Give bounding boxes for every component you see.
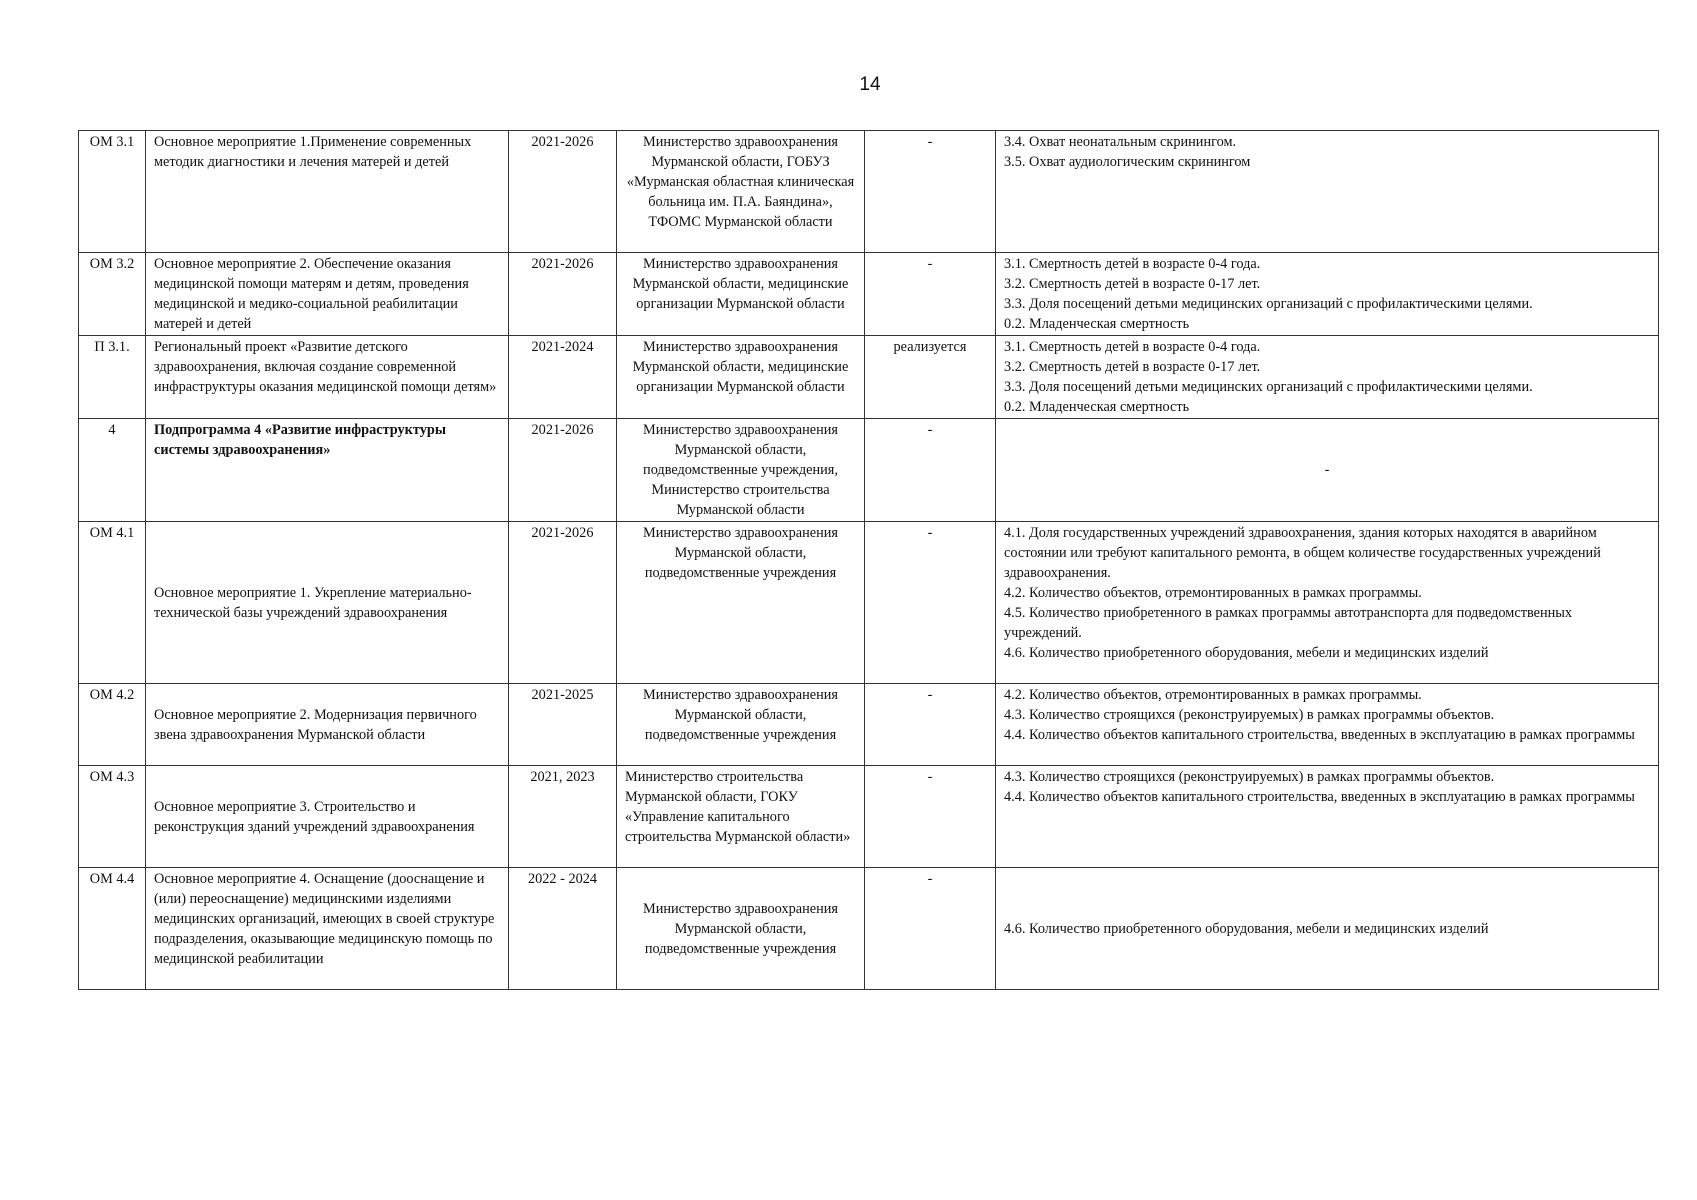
indicator-line: - [1324, 462, 1330, 478]
indicator-line: 4.4. Количество объектов капитального строительства, введенных в эксплуатацию в рамках программы [1004, 727, 1635, 743]
activity-code: ОМ 3.2 [79, 253, 146, 336]
activity-executor: Министерство здравоохранения Мурманской области, подведомственные учреждения, Министерство строительства Мурманской области [617, 419, 865, 522]
activity-code: ОМ 4.4 [79, 868, 146, 990]
activity-indicators [996, 419, 1659, 522]
activity-code: П 3.1. [79, 336, 146, 419]
activity-period: 2021-2026 [509, 253, 617, 336]
indicator-line: 0.2. Младенческая смертность [1004, 316, 1190, 332]
activity-period: 2021-2026 [509, 419, 617, 522]
activity-period: 2021-2026 [509, 131, 617, 253]
indicator-line: 3.4. Охват неонатальным скринингом. [1004, 134, 1237, 150]
indicator-line: 3.3. Доля посещений детьми медицинских организаций с профилактическими целями. [1004, 296, 1533, 312]
table-row [79, 684, 1659, 766]
activity-code: ОМ 4.2 [79, 684, 146, 766]
activity-code: ОМ 4.1 [79, 522, 146, 684]
activity-executor: Министерство строительства Мурманской области, ГОКУ «Управление капитального строительства Мурманской области» [617, 766, 865, 868]
table-row [79, 253, 1659, 336]
activity-executor: Министерство здравоохранения Мурманской области, ГОБУЗ «Мурманская областная клиническая больница им. П.А. Баяндина», ТФОМС Мурманской области [617, 131, 865, 253]
indicator-line: 4.6. Количество приобретенного оборудования, мебели и медицинских изделий [1004, 920, 1489, 937]
activity-period: 2021-2024 [509, 336, 617, 419]
indicator-line: 4.2. Количество объектов, отремонтированных в рамках программы. [1004, 585, 1422, 601]
activity-executor: Министерство здравоохранения Мурманской области, медицинские организации Мурманской области [617, 253, 865, 336]
table-row [79, 522, 1659, 684]
table-row [79, 131, 1659, 253]
activity-code: 4 [79, 419, 146, 522]
indicator-line: 4.3. Количество строящихся (реконструируемых) в рамках программы объектов. [1004, 769, 1495, 785]
indicator-line: 4.3. Количество строящихся (реконструируемых) в рамках программы объектов. [1004, 707, 1495, 723]
indicator-line: 3.1. Смертность детей в возрасте 0-4 года. [1004, 339, 1261, 355]
indicator-line: 3.5. Охват аудиологическим скринингом [1004, 154, 1251, 170]
activity-status: - [865, 766, 996, 868]
activity-status: - [865, 419, 996, 522]
activity-period: 2022 - 2024 [509, 868, 617, 990]
activity-name: Основное мероприятие 2. Обеспечение оказания медицинской помощи матерям и детям, проведения медицинской и медико-социальной реабилитации матерей и детей [146, 253, 509, 336]
page-number: 14 [859, 74, 881, 95]
activity-status: - [865, 253, 996, 336]
indicator-line: 3.2. Смертность детей в возрасте 0-17 лет. [1004, 359, 1261, 375]
activity-period: 2021, 2023 [509, 766, 617, 868]
table-row [79, 868, 1659, 990]
activity-status: - [865, 131, 996, 253]
activity-name: Основное мероприятие 1.Применение современных методик диагностики и лечения матерей и детей [146, 131, 509, 253]
activity-period: 2021-2026 [509, 522, 617, 684]
indicator-line: 4.4. Количество объектов капитального строительства, введенных в эксплуатацию в рамках программы [1004, 789, 1635, 805]
activity-executor: Министерство здравоохранения Мурманской области, подведомственные учреждения [617, 684, 865, 766]
activity-name: Основное мероприятие 2. Модернизация первичного звена здравоохранения Мурманской области [146, 684, 509, 766]
activity-name: Основное мероприятие 1. Укрепление материально-технической базы учреждений здравоохранения [146, 522, 509, 684]
activity-name: Основное мероприятие 4. Оснащение (дооснащение и (или) переоснащение) медицинскими изделиями медицинских организаций, имеющих в своей структуре подразделения, оказывающие медицинскую помощь по медицинской реабилитации [146, 868, 509, 990]
activity-indicators [996, 684, 1659, 766]
activity-indicators [996, 868, 1659, 990]
activity-code: ОМ 3.1 [79, 131, 146, 253]
activity-name: Региональный проект «Развитие детского здравоохранения, включая создание современной инфраструктуры оказания медицинской помощи детям» [146, 336, 509, 419]
activity-name: Основное мероприятие 3. Строительство и реконструкция зданий учреждений здравоохранения [146, 766, 509, 868]
table-row [79, 336, 1659, 419]
activity-indicators [996, 522, 1659, 684]
activity-executor: Министерство здравоохранения Мурманской области, медицинские организации Мурманской области [617, 336, 865, 419]
activity-indicators [996, 131, 1659, 253]
activity-name: Подпрограмма 4 «Развитие инфраструктуры системы здравоохранения» [146, 419, 509, 522]
table-row [79, 419, 1659, 522]
activity-indicators [996, 766, 1659, 868]
activity-code: ОМ 4.3 [79, 766, 146, 868]
indicator-line: 3.1. Смертность детей в возрасте 0-4 года. [1004, 256, 1261, 272]
indicator-line: 4.5. Количество приобретенного в рамках программы автотранспорта для подведомственных учреждений. [1004, 605, 1573, 641]
activity-indicators [996, 253, 1659, 336]
activity-status: реализуется [865, 336, 996, 419]
indicator-line: 4.1. Доля государственных учреждений здравоохранения, здания которых находятся в аварийном состоянии или требуют капитального ремонта, в общем количестве государственных учреждений здравоохранения. [1004, 525, 1601, 581]
activity-indicators [996, 336, 1659, 419]
activity-executor: Министерство здравоохранения Мурманской области, подведомственные учреждения [617, 522, 865, 684]
activity-status: - [865, 868, 996, 990]
program-activities-table [78, 130, 1659, 990]
indicator-line: 4.2. Количество объектов, отремонтированных в рамках программы. [1004, 687, 1422, 703]
activity-status: - [865, 522, 996, 684]
activity-executor: Министерство здравоохранения Мурманской области, подведомственные учреждения [617, 868, 865, 990]
activity-status: - [865, 684, 996, 766]
indicator-line: 0.2. Младенческая смертность [1004, 399, 1190, 415]
indicator-line: 3.2. Смертность детей в возрасте 0-17 лет. [1004, 276, 1261, 292]
activity-period: 2021-2025 [509, 684, 617, 766]
indicator-line: 4.6. Количество приобретенного оборудования, мебели и медицинских изделий [1004, 645, 1489, 661]
table-row [79, 766, 1659, 868]
indicator-line: 3.3. Доля посещений детьми медицинских организаций с профилактическими целями. [1004, 379, 1533, 395]
